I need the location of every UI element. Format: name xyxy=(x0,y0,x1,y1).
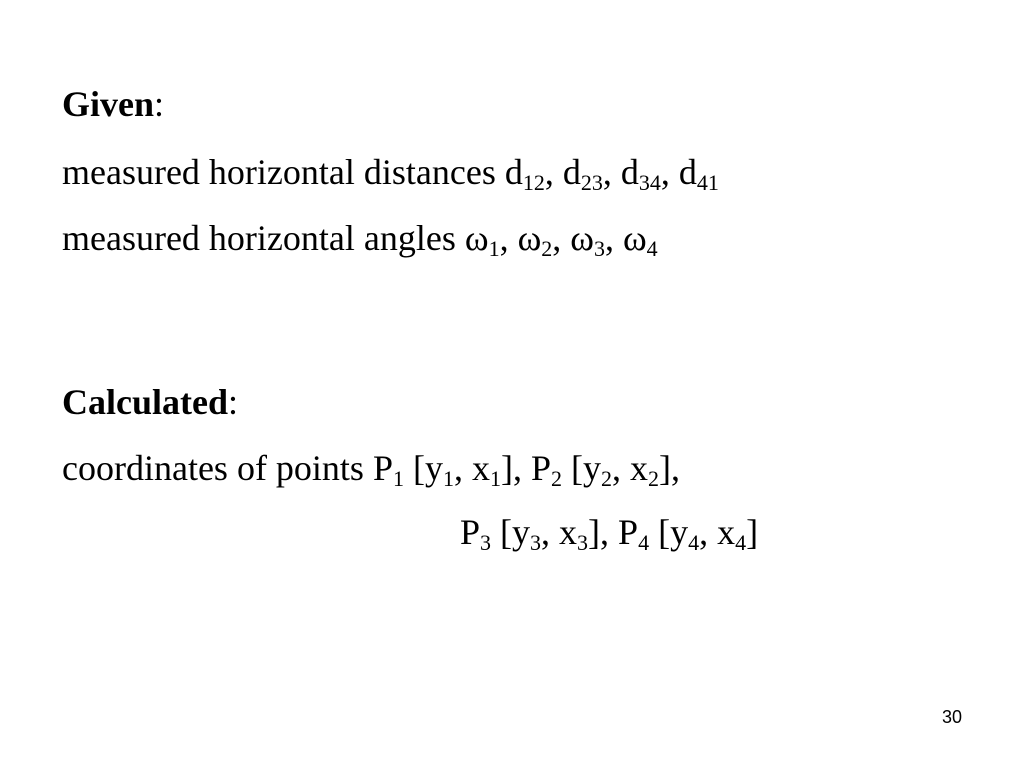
page-number: 30 xyxy=(941,707,962,727)
given-heading-line xyxy=(62,82,164,126)
distance-d34: $d_{34}$, xyxy=(620,152,679,195)
point-p4: $P_4$ [$y_4$, $x_4$] xyxy=(618,512,759,555)
angle-omega3: $\omega_3$, xyxy=(570,218,623,261)
calculated-heading-line xyxy=(62,380,238,424)
coordinates-line-2 xyxy=(460,510,758,554)
coordinates-line-1 xyxy=(62,446,680,490)
angle-omega1: $\omega_1$, xyxy=(464,218,518,261)
angle-omega4: $\omega_4$ xyxy=(622,218,658,261)
point-p3: $P_3$ [$y_3$, $x_3$], xyxy=(460,512,619,555)
given-colon: : xyxy=(154,84,165,124)
distances-text: measured horizontal distances xyxy=(62,152,505,192)
point-p1: $P_1$ [$y_1$, $x_1$], xyxy=(372,448,531,491)
angles-text: measured horizontal angles xyxy=(62,218,465,258)
given-heading: Given xyxy=(62,84,155,124)
angles-line xyxy=(62,216,658,260)
calculated-heading: Calculated xyxy=(62,382,228,422)
distances-line xyxy=(62,150,719,194)
coordinates-text: coordinates of points xyxy=(62,448,373,488)
distance-d12: $d_{12}$, xyxy=(504,152,563,195)
distance-d41: $d_{41}$ xyxy=(678,152,719,195)
point-p2: $P_2$ [$y_2$, $x_2$], xyxy=(530,448,681,491)
calculated-colon: : xyxy=(228,382,239,422)
angle-omega2: $\omega_2$, xyxy=(517,218,571,261)
distance-d23: $d_{23}$, xyxy=(562,152,621,195)
